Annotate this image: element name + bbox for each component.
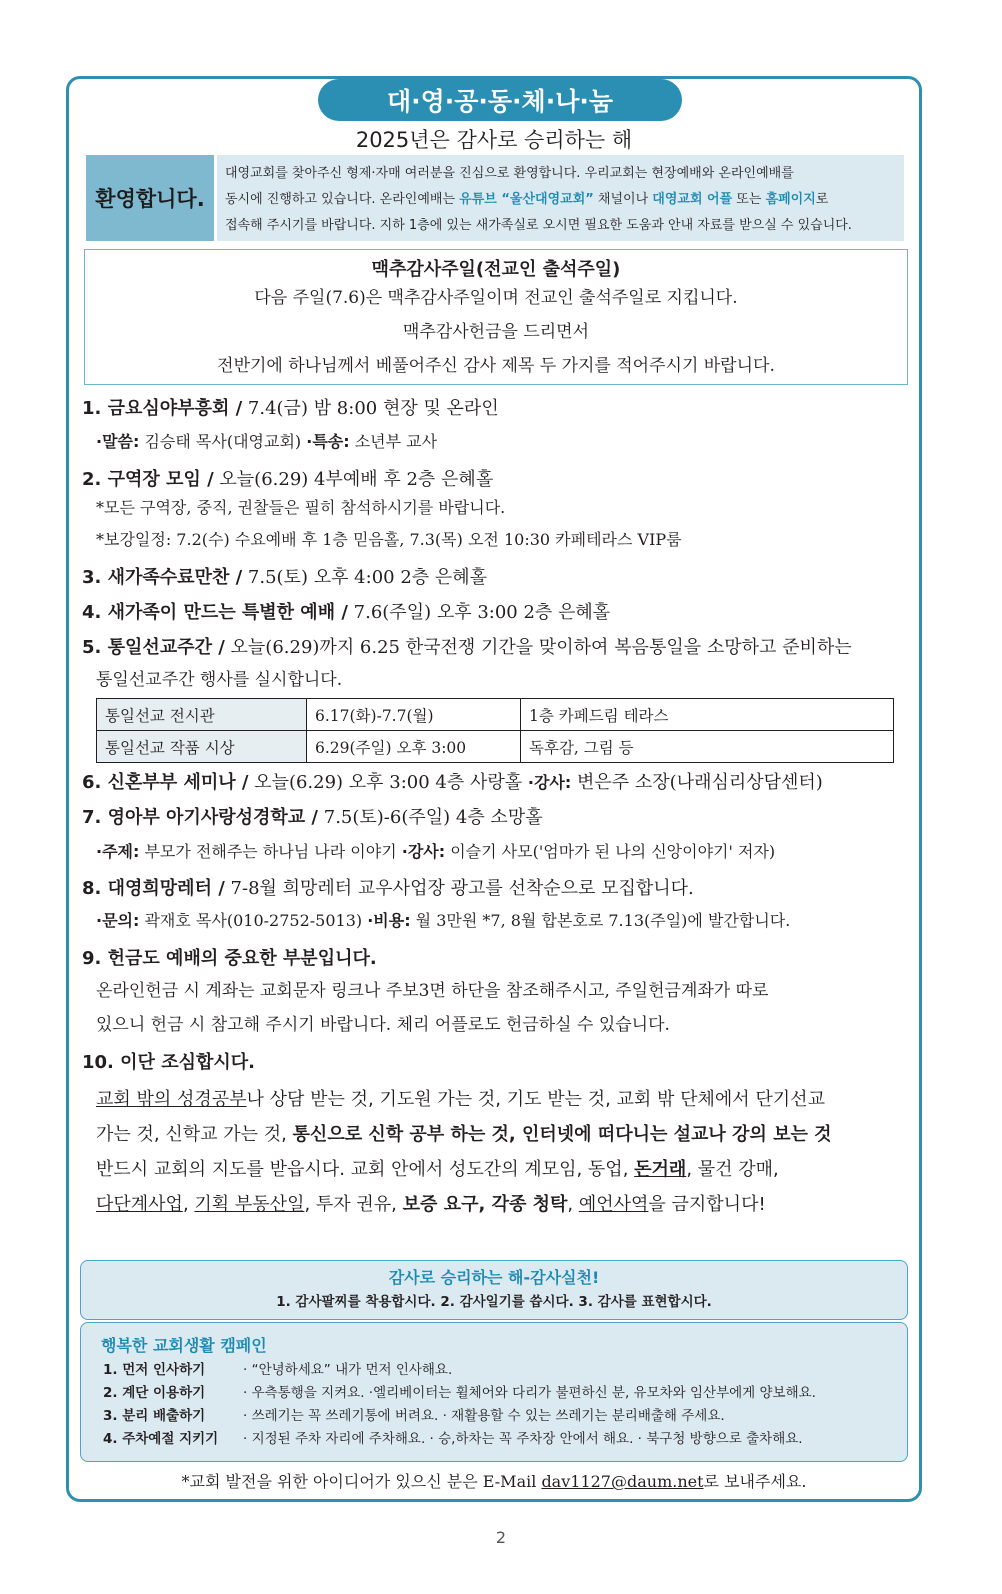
notice-line: 다음 주일(7.6)은 맥추감사주일이며 전교인 출석주일로 지킵니다. [254, 288, 738, 308]
item-7-heading: 7. 영아부 아기사랑성경학교 / 7.5(토)-6(주일) 4층 소망홀 [82, 807, 543, 828]
page-number: 2 [495, 1528, 507, 1547]
heresy-warning-text [96, 1082, 911, 1222]
thanksgiving-notice [84, 249, 908, 385]
warning-line: 가는 것, 신학교 가는 것, 통신으로 신학 공부 하는 것, 인터넷에 떠다니는 설교나 강의 보는 것 [96, 1124, 832, 1145]
item-1-heading: 1. 금요심야부흥회 / 7.4(금) 밤 8:00 현장 및 온라인 [82, 398, 499, 419]
item-9-detail: 온라인헌금 시 계좌는 교회문자 링크나 주보3면 하단을 참조해주시고, 주일헌금계좌가 따로 [96, 981, 769, 1001]
warning-line: 반드시 교회의 지도를 받읍시다. 교회 안에서 성도간의 계모임, 동업, 돈거래, 물건 강매, [96, 1159, 779, 1180]
campaign-box [80, 1322, 908, 1462]
item-7-detail: ·주제: 부모가 전해주는 하나님 나라 이야기 ·강사: 이슬기 사모('엄마가 된 나의 신앙이야기' 저자) [96, 842, 776, 861]
campaign-row: 1. 먼저 인사하기 · “안녕하세요” 내가 먼저 인사해요. [103, 1362, 453, 1378]
table-cell: 독후감, 그림 등 [521, 731, 894, 763]
thanks-practice-box [80, 1260, 908, 1320]
welcome-line: 접속해 주시기를 바랍니다. 지하 1층에 있는 새가족실로 오시면 필요한 도움과 안내 자료를 받으실 수 있습니다. [225, 218, 852, 233]
item-8-heading: 8. 대영희망레터 / 7-8월 희망레터 교우사업장 광고를 선착순으로 모집합니다. [82, 878, 694, 899]
campaign-row: 4. 주차예절 지키기 · 지정된 주차 자리에 주차해요. · 승,하차는 꼭 주차장 안에서 해요. · 북구청 방향으로 출차해요. [103, 1431, 803, 1447]
email-link[interactable]: dav1127@daum.net [541, 1472, 704, 1491]
warning-line: 교회 밖의 성경공부나 상담 받는 것, 기도원 가는 것, 기도 받는 것, 교회 밖 단체에서 단기선교 [96, 1089, 825, 1110]
table-cell: 통일선교 작품 시상 [97, 731, 307, 763]
item-2-detail: *모든 구역장, 중직, 권찰들은 필히 참석하시기를 바랍니다. [96, 498, 506, 517]
page-title: 대·영·공·동·체·나·눔 [318, 79, 682, 121]
page-subtitle: 2025년은 감사로 승리하는 해 [355, 128, 633, 152]
welcome-line: 동시에 진행하고 있습니다. 온라인예배는 유튜브 “울산대영교회” 채널이나 대영교회 어플 또는 홈페이지로 [225, 192, 829, 207]
campaign-row: 2. 계단 이용하기 · 우측통행을 지켜요. ·엘리베이터는 휠체어와 다리가 불편하신 분, 유모차와 임산부에게 양보해요. [103, 1385, 816, 1401]
item-5-heading: 5. 통일선교주간 / 오늘(6.29)까지 6.25 한국전쟁 기간을 맞이하여 복음통일을 소망하고 준비하는 [82, 637, 852, 658]
mission-week-table [96, 698, 894, 763]
item-2-detail: *보강일정: 7.2(수) 수요예배 후 1층 믿음홀, 7.3(목) 오전 10:30 카페테라스 VIP룸 [96, 530, 682, 549]
item-9-heading: 9. 헌금도 예배의 중요한 부분입니다. [82, 948, 377, 969]
table-cell: 1층 카페드림 테라스 [521, 699, 894, 731]
welcome-line: 대영교회를 찾아주신 형제·자매 여러분을 진심으로 환영합니다. 우리교회는 현장예배와 온라인예배를 [225, 166, 794, 181]
table-cell: 6.29(주일) 오후 3:00 [307, 731, 521, 763]
item-1-detail: ·말씀: 김승태 목사(대영교회) ·특송: 소년부 교사 [96, 432, 438, 451]
item-8-detail: ·문의: 곽재호 목사(010-2752-5013) ·비용: 월 3만원 *7, 8월 합본호로 7.13(주일)에 발간합니다. [96, 911, 791, 930]
welcome-text [217, 155, 904, 241]
footer-note: *교회 발전을 위한 아이디어가 있으신 분은 E-Mail dav1127@daum.net로 보내주세요. [181, 1472, 807, 1491]
notice-title: 맥추감사주일(전교인 출석주일) [371, 259, 621, 280]
thanks-line: 1. 감사팔찌를 착용합시다. 2. 감사일기를 씁시다. 3. 감사를 표현합시다. [276, 1294, 712, 1310]
item-2-heading: 2. 구역장 모임 / 오늘(6.29) 4부예배 후 2층 은혜홀 [82, 469, 494, 490]
item-4-heading: 4. 새가족이 만드는 특별한 예배 / 7.6(주일) 오후 3:00 2층 은혜홀 [82, 602, 611, 623]
notice-line: 전반기에 하나님께서 베풀어주신 감사 제목 두 가지를 적어주시기 바랍니다. [217, 356, 775, 376]
church-app: 대영교회 어플 [652, 192, 733, 207]
youtube-channel: 유튜브 “울산대영교회” [459, 192, 594, 207]
welcome-label: 환영합니다. [86, 155, 214, 241]
table-row [97, 699, 894, 731]
item-9-detail: 있으니 헌금 시 참고해 주시기 바랍니다. 체리 어플로도 헌금하실 수 있습니다. [96, 1015, 670, 1035]
homepage: 홈페이지 [765, 192, 816, 207]
item-10-heading: 10. 이단 조심합시다. [82, 1052, 255, 1073]
item-6-heading: 6. 신혼부부 세미나 / 오늘(6.29) 오후 3:00 4층 사랑홀 ·강사: 변은주 소장(나래심리상담센터) [82, 772, 823, 793]
table-row [97, 731, 894, 763]
table-cell: 6.17(화)-7.7(월) [307, 699, 521, 731]
table-cell: 통일선교 전시관 [97, 699, 307, 731]
thanks-title: 감사로 승리하는 해-감사실천! [388, 1268, 600, 1287]
item-5-detail: 통일선교주간 행사를 실시합니다. [96, 670, 343, 690]
campaign-row: 3. 분리 배출하기 · 쓰레기는 꼭 쓰레기통에 버려요. · 재활용할 수 있는 쓰레기는 분리배출해 주세요. [103, 1408, 725, 1424]
warning-line: 다단계사업, 기획 부동산일, 투자 권유, 보증 요구, 각종 청탁, 예언사역을 금지합니다! [96, 1194, 766, 1215]
campaign-title: 행복한 교회생활 캠페인 [101, 1336, 267, 1355]
item-3-heading: 3. 새가족수료만찬 / 7.5(토) 오후 4:00 2층 은혜홀 [82, 567, 488, 588]
notice-line: 맥추감사헌금을 드리면서 [402, 322, 590, 342]
